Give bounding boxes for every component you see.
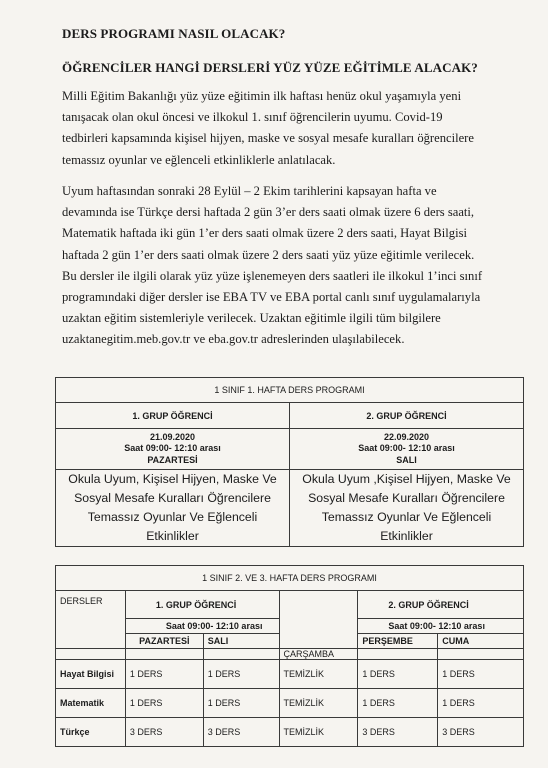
time-label: Saat 09:00- 12:10 arası xyxy=(125,619,279,634)
activity-line: Okula Uyum ,Kişisel Hijyen, Maske Ve xyxy=(302,472,511,486)
table-cell: 3 DERS xyxy=(203,718,279,747)
day: PAZARTESİ xyxy=(147,454,198,465)
table-cell: 1 DERS xyxy=(358,689,438,718)
group-header: 2. GRUP ÖĞRENCİ xyxy=(290,403,524,429)
activity-cell xyxy=(56,470,290,547)
activity-cell xyxy=(290,470,524,547)
schedule-table-week1 xyxy=(55,377,524,547)
activity-line: Temassız Oyunlar Ve Eğlenceli xyxy=(87,510,258,524)
table-title: 1 SINIF 2. VE 3. HAFTA DERS PROGRAMI xyxy=(56,566,524,591)
date: 21.09.2020 xyxy=(149,431,196,442)
paragraph-1-line: Milli Eğitim Bakanlığı yüz yüze eğitimin ilk haftası henüz okul yaşamıyla yeni xyxy=(62,89,462,103)
paragraph-2 xyxy=(62,181,514,351)
table-cell: 1 DERS xyxy=(125,660,203,689)
table-cell: TEMİZLİK xyxy=(279,718,358,747)
activity-line: Okula Uyum, Kişisel Hijyen, Maske Ve xyxy=(68,472,277,486)
table-cell: 1 DERS xyxy=(125,689,203,718)
lesson-name: Türkçe xyxy=(56,718,126,747)
day-header: CUMA xyxy=(438,634,524,649)
activity-line: Sosyal Mesafe Kuralları Öğrencilere xyxy=(74,491,271,505)
table-cell: 1 DERS xyxy=(358,660,438,689)
group-header: 1. GRUP ÖĞRENCİ xyxy=(125,591,279,619)
lesson-name: Matematik xyxy=(56,689,126,718)
day-header: ÇARŞAMBA xyxy=(279,649,358,660)
lesson-name: Hayat Bilgisi xyxy=(56,660,126,689)
table-cell: 3 DERS xyxy=(125,718,203,747)
table-cell: 3 DERS xyxy=(358,718,438,747)
table-cell: TEMİZLİK xyxy=(279,660,358,689)
day-header: SALI xyxy=(203,634,279,649)
paragraph-2-line: programındaki diğer dersler ise EBA TV ve EBA portal canlı sınıf uygulamalarıyla xyxy=(62,290,481,305)
time-label: Saat 09:00- 12:10 arası xyxy=(358,619,524,634)
table-title: 1 SINIF 1. HAFTA DERS PROGRAMI xyxy=(56,378,524,403)
table-cell: 1 DERS xyxy=(203,689,279,718)
paragraph-2-line: devamında ise Türkçe dersi haftada 2 gün 3’er ders saati olmak üzere 6 ders saati, xyxy=(62,205,475,220)
paragraph-1 xyxy=(62,86,514,171)
paragraph-2-line: Bu dersler ile ilgili olarak yüz yüze işlenemeyen ders saatleri ile ilkokul 1’inci sınıf xyxy=(62,268,483,283)
paragraph-2-line: Uyum haftasından sonraki 28 Eylül – 2 Ekim tarihlerini kapsayan hafta ve xyxy=(62,184,437,198)
heading-2: ÖĞRENCİLER HANGİ DERSLERİ YÜZ YÜZE EĞİTİMLE ALACAK? xyxy=(62,60,478,75)
paragraph-1-line: temassız oyunlar ve eğlenceli etkinliklerle anlatılacak. xyxy=(62,152,336,167)
day-header: PERŞEMBE xyxy=(358,634,438,649)
group-header: 2. GRUP ÖĞRENCİ xyxy=(358,591,524,619)
paragraph-1-line: tedbirleri kapsamında kişisel hijyen, maske ve sosyal mesafe kuralları öğrencilere xyxy=(62,131,474,146)
column-header-lessons: DERSLER xyxy=(56,591,126,649)
date: 22.09.2020 xyxy=(383,431,430,442)
activity-line: Sosyal Mesafe Kuralları Öğrencilere xyxy=(308,491,505,505)
table-cell: 1 DERS xyxy=(438,660,524,689)
day: SALI xyxy=(396,454,417,465)
paragraph-2-line: haftada 2 gün 1’er ders saati olmak üzere 2 ders saati yüz yüze eğitimle verilecek. xyxy=(62,247,475,262)
table-cell: 1 DERS xyxy=(203,660,279,689)
paragraph-2-line: uzaktanegitim.meb.gov.tr ve eba.gov.tr adreslerinden ulaşılabilecek. xyxy=(62,332,405,347)
time: Saat 09:00- 12:10 arası xyxy=(358,443,455,454)
paragraph-2-line: uzaktan eğitim sistemleriyle verilecek. Uzaktan eğitimle ilgili tüm bilgilere xyxy=(62,311,441,326)
date-cell xyxy=(290,429,524,470)
schedule-table-weeks2-3 xyxy=(55,565,524,747)
paragraph-2-line: Matematik haftada iki gün 1’er ders saati olmak üzere 2 ders saati, Hayat Bilgisi xyxy=(62,226,467,241)
time: Saat 09:00- 12:10 arası xyxy=(124,443,221,454)
group-header: 1. GRUP ÖĞRENCİ xyxy=(56,403,290,429)
paragraph-1-line: tanışacak olan okul öncesi ve ilkokul 1. sınıf öğrencilerin uyumu. Covid-19 xyxy=(62,110,443,125)
date-cell xyxy=(56,429,290,470)
heading-1: DERS PROGRAMI NASIL OLACAK? xyxy=(62,26,286,41)
activity-line: Etkinlikler xyxy=(146,529,199,543)
table-cell: 1 DERS xyxy=(438,689,524,718)
activity-line: Etkinlikler xyxy=(380,529,433,543)
table-cell: TEMİZLİK xyxy=(279,689,358,718)
table-cell: 3 DERS xyxy=(438,718,524,747)
day-header: PAZARTESİ xyxy=(125,634,203,649)
activity-line: Temassız Oyunlar Ve Eğlenceli xyxy=(321,510,492,524)
empty-cell xyxy=(279,591,358,649)
